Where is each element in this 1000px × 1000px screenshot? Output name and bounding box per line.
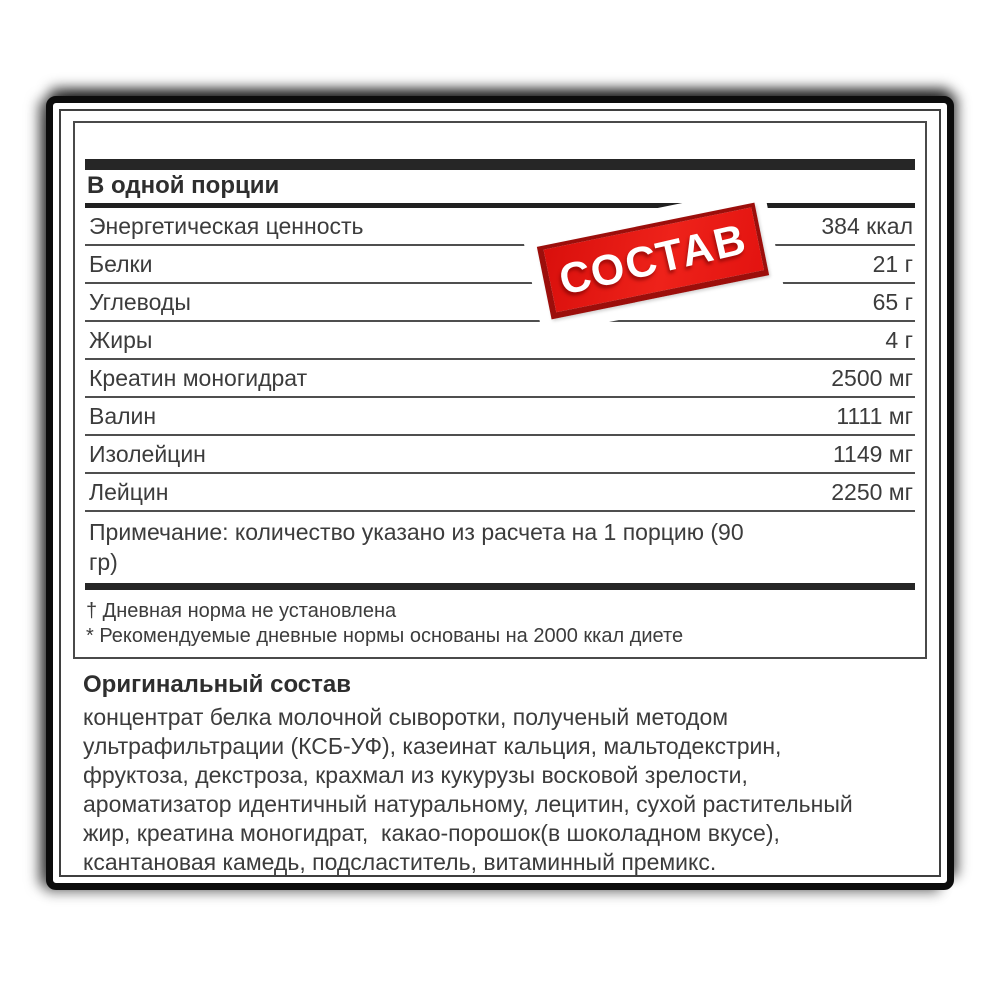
row-label: Жиры [89, 326, 153, 353]
inner-frame [59, 109, 941, 877]
row-label: Углеводы [89, 288, 191, 315]
ingredients-line: жир, креатина моногидрат, какао-порошок(в шоколадном вкусе), [83, 820, 780, 846]
ingredients-section [83, 671, 917, 877]
footnote-dagger: † Дневная норма не установлена [86, 600, 397, 622]
table-row [85, 246, 915, 284]
row-value: 21 г [872, 250, 913, 277]
note-line: гр) [89, 549, 118, 575]
table-row [85, 322, 915, 360]
outer-frame [46, 96, 954, 890]
footnotes [85, 599, 915, 649]
ingredients-line: ароматизатор идентичный натуральному, лецитин, сухой растительный [83, 791, 853, 817]
row-value: 384 ккал [821, 212, 913, 239]
note-line: Примечание: количество указано из расчета на 1 порцию (90 [89, 519, 744, 545]
row-label: Белки [89, 250, 153, 277]
nutrition-table [73, 121, 927, 659]
ingredients-line: фруктоза, декстроза, крахмал из кукурузы восковой зрелости, [83, 762, 748, 788]
footnote-asterisk: * Рекомендуемые дневные нормы основаны на 2000 ккал диете [86, 625, 684, 647]
table-row [85, 474, 915, 512]
ingredients-title: Оригинальный состав [83, 671, 351, 698]
row-label: Лейцин [89, 478, 169, 505]
sostav-stamp-text: СОСТАВ [555, 214, 753, 305]
ingredients-line: ультрафильтрации (КСБ-УФ), казеинат кальция, мальтодекстрин, [83, 733, 782, 759]
table-rows [85, 208, 915, 512]
row-value: 1111 мг [836, 402, 913, 429]
table-row [85, 398, 915, 436]
row-value: 65 г [872, 288, 913, 315]
row-value: 4 г [885, 326, 913, 353]
row-value: 2500 мг [831, 364, 913, 391]
row-value: 2250 мг [831, 478, 913, 505]
ingredients-text [83, 703, 917, 877]
row-label: Энергетическая ценность [89, 212, 364, 239]
row-value: 1149 мг [832, 440, 913, 467]
table-row [85, 208, 915, 246]
row-label: Изолейцин [89, 440, 206, 467]
table-row [85, 436, 915, 474]
row-label: Валин [89, 402, 157, 429]
note-row [85, 512, 915, 583]
ingredients-line: ксантановая камедь, подсластитель, витаминный премикс. [83, 849, 717, 875]
table-bottom-bar [85, 583, 915, 590]
table-row [85, 360, 915, 398]
row-label: Креатин моногидрат [89, 364, 308, 391]
table-row [85, 284, 915, 322]
table-top-bar [85, 159, 915, 170]
ingredients-line: концентрат белка молочной сыворотки, полученый методом [83, 704, 729, 730]
table-title: В одной порции [85, 170, 915, 208]
